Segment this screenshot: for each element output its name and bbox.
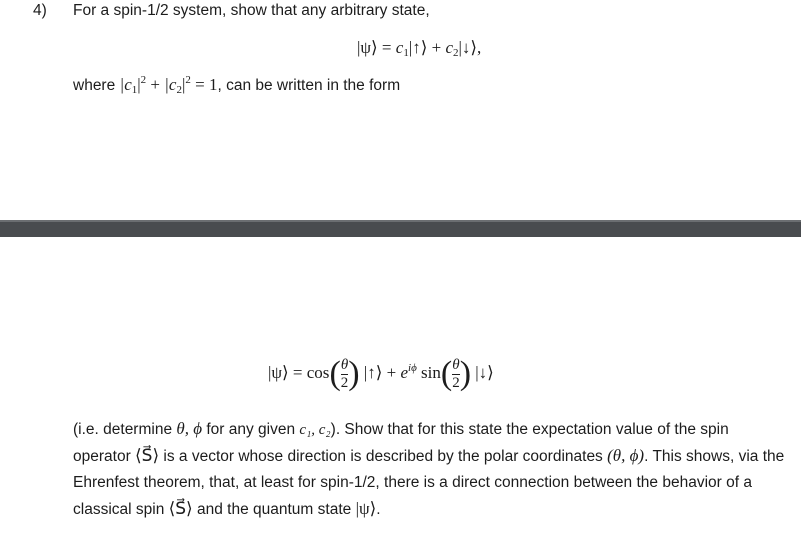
para-text-6: and the quantum state [192,501,356,518]
para-math-c1-c2: c₁, c₂ [299,422,331,438]
para-text-5: . This shows, via the Ehrenfest theorem, that, at least for spin-1/2, there is a direct connection between the behavior of a classical spin [73,448,785,518]
para-math-quantum-state: |ψ⟩ [355,499,377,518]
para-text-1: (i.e. determine [73,421,177,438]
para-math-theta-phi: θ, ϕ [176,419,203,438]
norm-square1: 2 [140,74,147,86]
para-text-4: is a vector whose direction is described by the polar coordinates [159,448,608,465]
normalization-line [73,74,400,96]
eq2-fraction-2 [452,358,460,391]
norm-abs2-close: | [181,75,186,94]
eq2-e: e [400,362,409,382]
equation-arbitrary-state [357,38,481,59]
para-text-2: for any given [202,421,300,438]
eq2-exponent: iϕ [408,361,417,374]
para-text-7: . [376,501,381,518]
equation-bloch-form [268,357,494,391]
page-divider-highlight [0,220,801,222]
eq1-c2: c [445,38,453,57]
para-math-spin-operator: ⟨S⃗⟩ [135,446,160,465]
para-math-polar-coords: (θ, ϕ) [607,446,645,465]
where-pre: where [73,77,120,94]
eq2-theta-1: θ [340,356,349,373]
task-paragraph [73,416,785,523]
eq2-rparen-1: ) [348,355,360,392]
norm-abs1-close: | [137,75,141,94]
norm-index2: 2 [176,84,182,96]
eq2-lparen-1: ( [329,355,341,392]
eq1-index2: 2 [452,47,459,59]
norm-square2: 2 [185,74,191,86]
eq2-lhs: |ψ⟩ = cos [268,362,330,382]
norm-plus: + [146,75,165,94]
eq1-c1: c [395,38,404,57]
eq2-two-1: 2 [340,374,349,391]
page-divider [0,220,801,237]
eq1-index1: 1 [403,47,409,59]
eq2-two-2: 2 [452,374,460,391]
norm-equals: = 1 [190,75,218,94]
eq2-lparen-2: ( [440,355,453,392]
normalization-expression [120,75,218,94]
where-post: , can be written in the form [217,77,401,94]
question-number: 4) [33,2,47,19]
eq2-sin: sin [416,362,441,382]
norm-index1: 1 [131,84,138,96]
eq2-ket-down: |↓⟩ [471,362,494,382]
eq1-lhs: |ψ⟩ = [357,38,396,57]
eq1-ket-up: |↑⟩ + [408,38,446,57]
norm-abs2: |c [164,75,177,94]
norm-abs1: |c [119,75,132,94]
eq1-ket-down: |↓⟩, [458,38,482,57]
eq2-rparen-2: ) [459,355,472,392]
para-math-classical-spin: ⟨S⃗⟩ [168,499,193,518]
eq2-theta-2: θ [452,356,460,373]
eq2-ket-up: |↑⟩ + [359,362,401,382]
question-intro: For a spin-1/2 system, show that any arbitrary state, [73,2,430,19]
para-text-3: ). Show that for this state the expectation value of the spin operator [73,421,729,465]
